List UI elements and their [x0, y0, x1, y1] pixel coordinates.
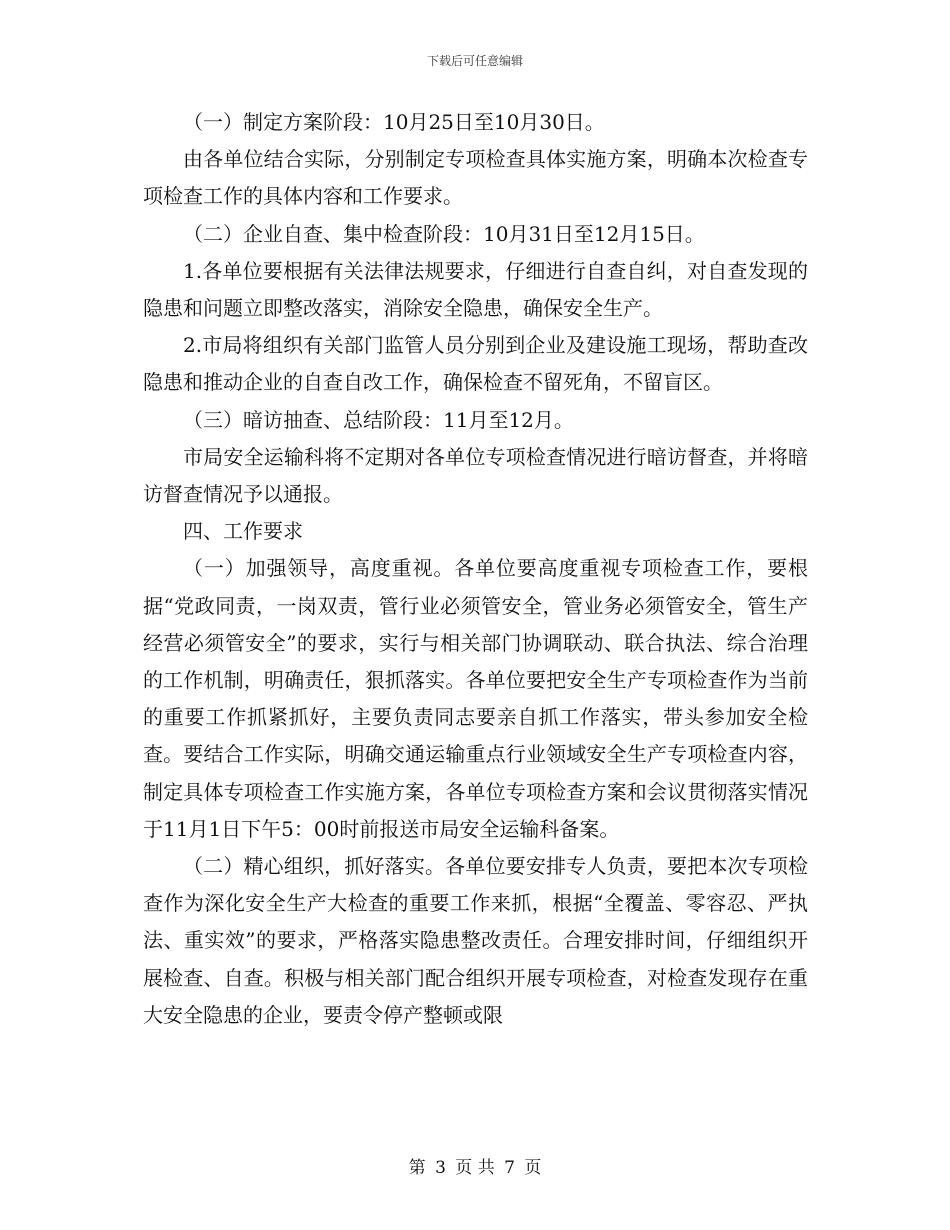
- paragraph-phase-inspection: （三）暗访抽查、总结阶段：11月至12月。: [183, 407, 574, 432]
- current-page-number: 3: [435, 1158, 446, 1178]
- paragraph-selfcheck-item-1: 1.各单位要根据有关法律法规要求，仔细进行自查自纠，对自查发现的隐患和问题立即整改落实，消除安全隐患，确保安全生产。: [143, 258, 808, 321]
- page-number-footer: [0, 1153, 950, 1178]
- document-body: [143, 104, 808, 1034]
- footer-suffix: 页: [524, 1158, 542, 1178]
- header-note: 下载后可任意编辑: [426, 54, 523, 68]
- paragraph-requirement-1: （一）加强领导，高度重视。各单位要高度重视专项检查工作，要根据“党政同责，一岗双责，管行业必须管安全，管业务必须管安全，管生产经营必须管安全”的要求，实行与相关部门协调联动、联合执法、综合治理的工作机制，明确责任，狠抓落实。各单位要把安全生产专项检查作为当前的重要工作抓紧抓好，主要负责同志要亲自抓工作落实，带头参加安全检查。要结合工作实际，明确交通运输重点行业领域安全生产专项检查内容，制定具体专项检查工作实施方案，各单位专项检查方案和会议贯彻落实情况于11月1日下午5：00时前报送市局安全运输科备案。: [143, 556, 808, 841]
- footer-prefix: 第: [408, 1158, 426, 1178]
- paragraph-phase-plan: （一）制定方案阶段：10月25日至10月30日。: [183, 110, 605, 134]
- footer-middle: 页 共: [455, 1158, 495, 1178]
- section-heading-requirements: 四、工作要求: [183, 519, 303, 544]
- paragraph-phase-inspection-detail: 市局安全运输科将不定期对各单位专项检查情况进行暗访督查，并将暗访督查情况予以通报。: [143, 444, 808, 507]
- paragraph-selfcheck-item-2: 2.市局将组织有关部门监管人员分别到企业及建设施工现场，帮助查改隐患和推动企业的自查自改工作，确保检查不留死角，不留盲区。: [143, 333, 808, 395]
- paragraph-phase-plan-detail: 由各单位结合实际，分别制定专项检查具体实施方案，明确本次检查专项检查工作的具体内容和工作要求。: [143, 147, 808, 209]
- total-page-count: 7: [504, 1158, 515, 1178]
- paragraph-phase-selfcheck: （二）企业自查、集中检查阶段：10月31日至12月15日。: [183, 221, 705, 246]
- paragraph-requirement-2: （二）精心组织，抓好落实。各单位要安排专人负责，要把本次专项检查作为深化安全生产大检查的重要工作来抓，根据“全覆盖、零容忍、严执法、重实效”的要求，严格落实隐患整改责任。合理安排时间，仔细组织开展检查、自查。积极与相关部门配合组织开展专项检查，对检查发现存在重大安全隐患的企业，要责令停产整顿或限: [143, 854, 808, 1027]
